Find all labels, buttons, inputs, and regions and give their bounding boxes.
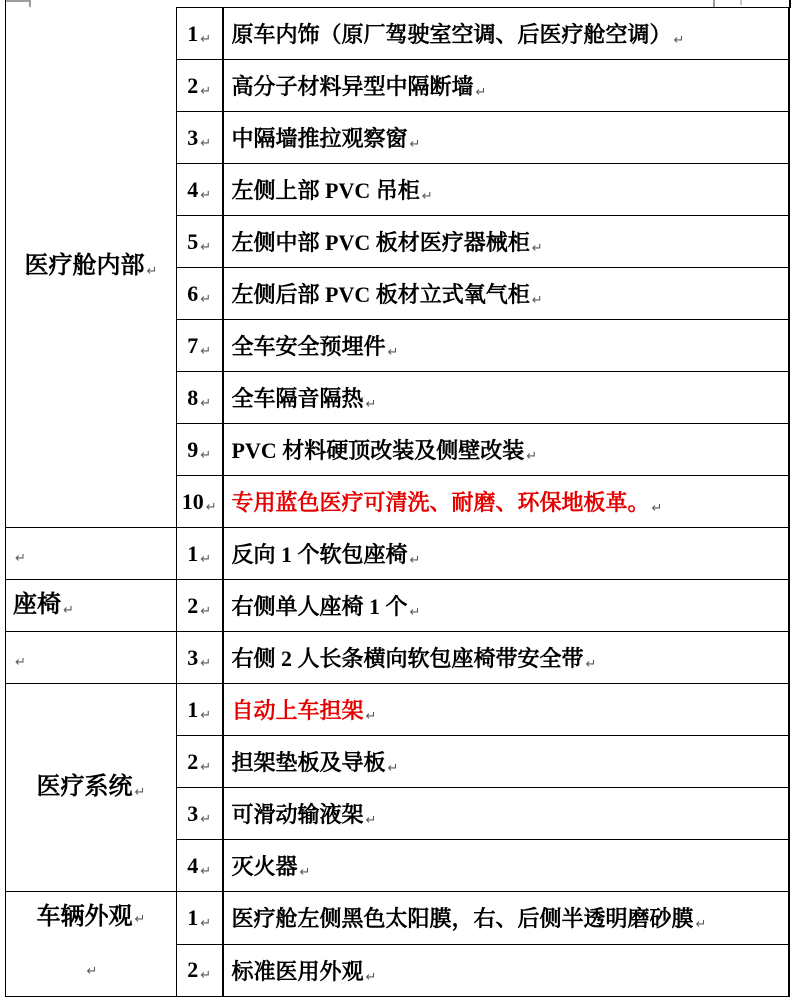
- pilcrow-icon: ↵: [673, 33, 685, 48]
- pilcrow-icon: ↵: [299, 865, 311, 880]
- pilcrow-icon: ↵: [475, 85, 487, 100]
- description-cell[interactable]: [223, 164, 789, 216]
- row-number: 1: [187, 904, 199, 930]
- pilcrow-icon: ↵: [651, 501, 663, 516]
- row-number-cell[interactable]: [177, 684, 223, 736]
- description-text: 灭火器: [231, 854, 298, 879]
- pilcrow-icon: ↵: [585, 657, 597, 672]
- row-number-cell[interactable]: [177, 892, 223, 945]
- row-number-cell[interactable]: [177, 580, 223, 632]
- category-cell-medical-system[interactable]: [6, 684, 177, 892]
- category-cell-seats[interactable]: [6, 580, 177, 632]
- row-number-cell[interactable]: [177, 112, 223, 164]
- row-number: 4: [187, 852, 199, 878]
- pilcrow-icon: ↵: [146, 264, 158, 280]
- description-text: 医疗舱左侧黑色太阳膜，右、后侧半透明磨砂膜: [231, 906, 694, 932]
- category-cell-empty-below-seats[interactable]: [6, 632, 177, 684]
- row-number-cell[interactable]: [177, 944, 223, 997]
- description-cell[interactable]: [223, 684, 789, 736]
- pilcrow-icon: ↵: [200, 968, 212, 984]
- pilcrow-icon: ↵: [200, 135, 212, 151]
- category-label: 医疗舱内部: [24, 253, 145, 280]
- row-number: 2: [187, 72, 199, 98]
- pilcrow-icon: ↵: [409, 553, 421, 568]
- table-row: [6, 8, 789, 60]
- row-number-cell[interactable]: [177, 840, 223, 892]
- pilcrow-icon: ↵: [387, 761, 399, 776]
- row-number: 7: [187, 332, 199, 358]
- description-cell[interactable]: [223, 320, 789, 372]
- category-label: 车辆外观: [36, 904, 133, 931]
- pilcrow-icon: ↵: [200, 707, 212, 723]
- pilcrow-icon: ↵: [409, 137, 421, 152]
- row-number: 3: [187, 644, 199, 670]
- description-text: 左侧后部 PVC 板材立式氧气柜: [231, 282, 530, 307]
- pilcrow-icon: ↵: [205, 499, 217, 515]
- pilcrow-icon: ↵: [365, 709, 377, 724]
- description-cell[interactable]: [223, 840, 789, 892]
- pilcrow-icon: ↵: [365, 397, 377, 412]
- pilcrow-icon: ↵: [200, 603, 212, 619]
- pilcrow-icon: ↵: [200, 655, 212, 671]
- cropped-paragraph-mark-topright-2: [740, 0, 742, 5]
- row-number: 5: [187, 228, 199, 254]
- pilcrow-icon: ↵: [200, 343, 212, 359]
- table-row: [6, 892, 789, 945]
- pilcrow-icon: ↵: [200, 447, 212, 463]
- pilcrow-icon: ↵: [200, 759, 212, 775]
- cropped-table-fragment-topleft: [6, 0, 31, 7]
- description-cell[interactable]: [223, 8, 789, 60]
- pilcrow-icon: ↵: [526, 449, 538, 464]
- description-text: 左侧中部 PVC 板材医疗器械柜: [231, 230, 530, 255]
- row-number-cell[interactable]: [177, 736, 223, 788]
- description-cell[interactable]: [223, 268, 789, 320]
- category-cell-empty-above-seats[interactable]: [6, 528, 177, 580]
- pilcrow-icon: ↵: [134, 784, 146, 800]
- row-number-cell[interactable]: [177, 476, 223, 528]
- row-number: 2: [187, 748, 199, 774]
- description-cell[interactable]: [223, 476, 789, 528]
- description-text: 全车隔音隔热: [231, 386, 364, 411]
- description-cell[interactable]: [223, 112, 789, 164]
- pilcrow-icon: ↵: [15, 654, 26, 670]
- description-text: PVC 材料硬顶改装及侧壁改装: [231, 438, 525, 463]
- pilcrow-icon: ↵: [421, 189, 433, 204]
- pilcrow-icon: ↵: [200, 83, 212, 99]
- row-number-cell[interactable]: [177, 320, 223, 372]
- description-cell[interactable]: [223, 944, 789, 997]
- description-text: 右侧单人座椅 1 个: [231, 594, 408, 619]
- pilcrow-icon: ↵: [15, 550, 26, 566]
- description-cell[interactable]: [223, 424, 789, 476]
- row-number-cell[interactable]: [177, 632, 223, 684]
- pilcrow-icon: ↵: [86, 963, 98, 979]
- pilcrow-icon: ↵: [200, 239, 212, 255]
- pilcrow-icon: ↵: [200, 915, 212, 931]
- pilcrow-icon: ↵: [365, 813, 377, 828]
- table-row: [6, 632, 789, 684]
- description-text: 全车安全预埋件: [231, 334, 386, 359]
- description-text: 右侧 2 人长条横向软包座椅带安全带: [231, 646, 584, 671]
- category-cell-vehicle-exterior[interactable]: [6, 892, 177, 997]
- description-cell[interactable]: [223, 528, 789, 580]
- pilcrow-icon: ↵: [200, 863, 212, 879]
- description-cell[interactable]: [223, 892, 789, 945]
- pilcrow-icon: ↵: [531, 293, 543, 308]
- pilcrow-icon: ↵: [365, 969, 377, 985]
- description-cell[interactable]: [223, 632, 789, 684]
- row-number: 1: [187, 696, 199, 722]
- row-number: 3: [187, 800, 199, 826]
- row-number: 8: [187, 384, 199, 410]
- description-text: 担架垫板及导板: [231, 750, 386, 775]
- row-number: 3: [187, 124, 199, 150]
- pilcrow-icon: ↵: [531, 241, 543, 256]
- description-text: 中隔墙推拉观察窗: [231, 126, 408, 151]
- description-text: 自动上车担架: [231, 698, 364, 723]
- row-number-cell[interactable]: [177, 788, 223, 840]
- row-number: 10: [181, 488, 204, 514]
- description-cell[interactable]: [223, 788, 789, 840]
- category-cell-cabin[interactable]: [6, 8, 177, 528]
- row-number-cell[interactable]: [177, 268, 223, 320]
- description-cell[interactable]: [223, 580, 789, 632]
- row-number-cell[interactable]: [177, 528, 223, 580]
- pilcrow-icon: ↵: [134, 911, 146, 927]
- pilcrow-icon: ↵: [200, 187, 212, 203]
- row-number-cell[interactable]: [177, 164, 223, 216]
- table-row: [6, 580, 789, 632]
- description-cell[interactable]: [223, 60, 789, 112]
- description-text: 原车内饰（原厂驾驶室空调、后医疗舱空调）: [231, 22, 672, 47]
- row-number-cell[interactable]: [177, 372, 223, 424]
- row-number-cell[interactable]: [177, 216, 223, 268]
- row-number-cell[interactable]: [177, 8, 223, 60]
- row-number: 2: [187, 592, 199, 618]
- row-number: 9: [187, 436, 199, 462]
- description-text: 标准医用外观: [231, 958, 364, 984]
- table-row: [6, 528, 789, 580]
- row-number-cell[interactable]: [177, 60, 223, 112]
- row-number: 6: [187, 280, 199, 306]
- description-cell[interactable]: [223, 736, 789, 788]
- category-label: 座椅: [13, 591, 61, 618]
- description-text: 高分子材料异型中隔断墙: [231, 74, 474, 99]
- category-label: 医疗系统: [36, 773, 133, 800]
- description-text: 反向 1 个软包座椅: [231, 542, 408, 567]
- row-number: 1: [187, 20, 199, 46]
- pilcrow-icon: ↵: [200, 811, 212, 827]
- spec-table: [5, 7, 790, 997]
- pilcrow-icon: ↵: [200, 31, 212, 47]
- row-number: 1: [187, 540, 199, 566]
- description-text: 左侧上部 PVC 吊柜: [231, 178, 420, 203]
- pilcrow-icon: ↵: [200, 291, 212, 307]
- pilcrow-icon: ↵: [200, 551, 212, 567]
- description-text: 可滑动输液架: [231, 802, 364, 827]
- pilcrow-icon: ↵: [387, 345, 399, 360]
- description-text: 专用蓝色医疗可清洗、耐磨、环保地板革。: [231, 490, 650, 515]
- pilcrow-icon: ↵: [695, 917, 707, 933]
- pilcrow-icon: ↵: [409, 605, 421, 620]
- row-number-cell[interactable]: [177, 424, 223, 476]
- description-cell[interactable]: [223, 216, 789, 268]
- pilcrow-icon: ↵: [63, 602, 74, 618]
- row-number: 4: [187, 176, 199, 202]
- description-cell[interactable]: [223, 372, 789, 424]
- row-number: 2: [187, 957, 199, 983]
- table-row: [6, 684, 789, 736]
- pilcrow-icon: ↵: [200, 395, 212, 411]
